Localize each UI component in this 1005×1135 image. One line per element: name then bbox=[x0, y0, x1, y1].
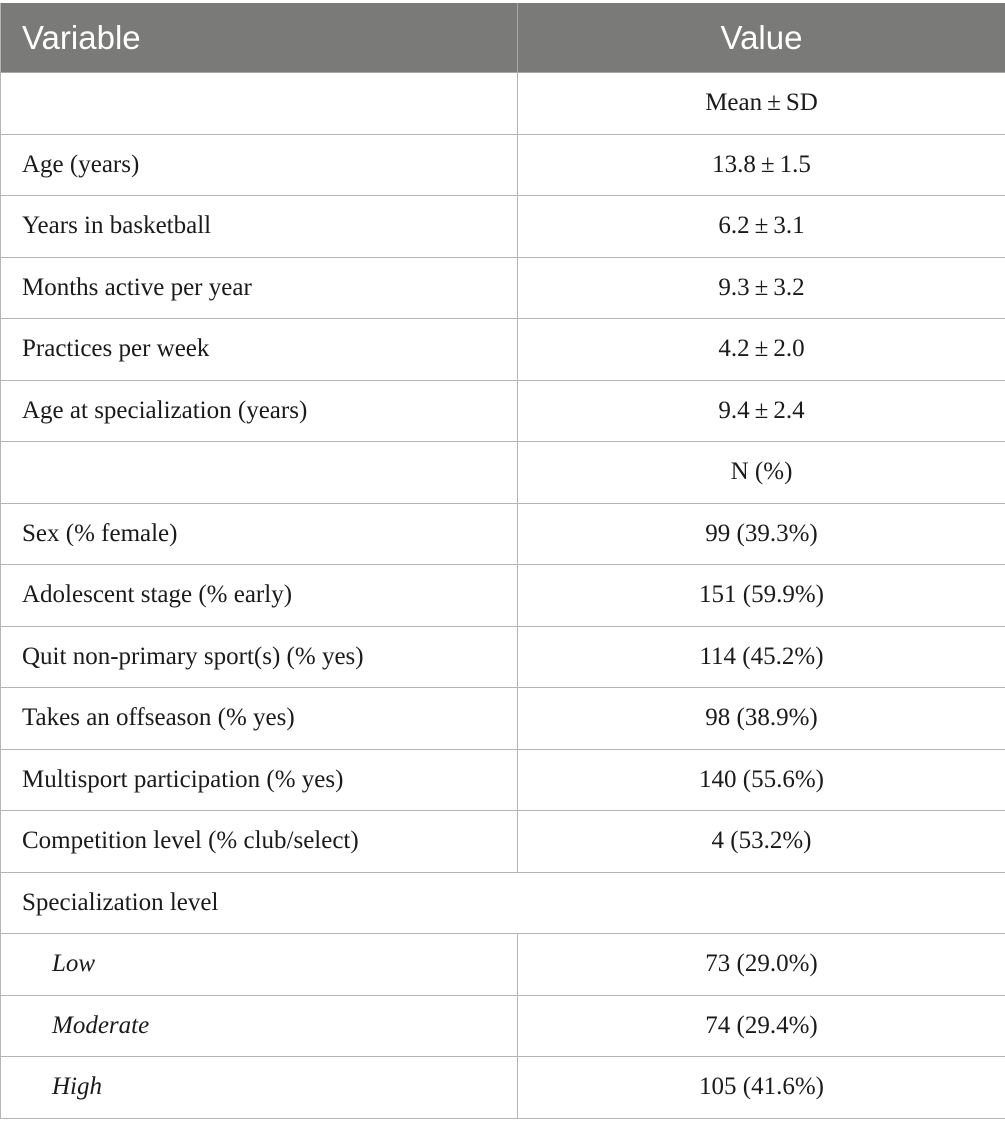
row-variable: Years in basketball bbox=[1, 196, 518, 258]
table-row bbox=[1, 1057, 1005, 1119]
section-row-specialization bbox=[1, 872, 1005, 934]
row-value: 4 (53.2%) bbox=[518, 811, 1005, 873]
section-label-mean-sd: Mean ± SD bbox=[518, 73, 1005, 135]
row-value: 13.8 ± 1.5 bbox=[518, 134, 1005, 196]
row-variable: Age (years) bbox=[1, 134, 518, 196]
row-value: 151 (59.9%) bbox=[518, 565, 1005, 627]
row-variable-sublevel: Low bbox=[1, 934, 518, 996]
section-label-n-percent: N (%) bbox=[518, 442, 1005, 504]
row-value: 9.4 ± 2.4 bbox=[518, 380, 1005, 442]
row-value: 4.2 ± 2.0 bbox=[518, 319, 1005, 381]
table-row bbox=[1, 380, 1005, 442]
row-variable-sublevel: High bbox=[1, 1057, 518, 1119]
row-variable: Quit non-primary sport(s) (% yes) bbox=[1, 626, 518, 688]
row-value: 114 (45.2%) bbox=[518, 626, 1005, 688]
section-label-empty bbox=[1, 442, 518, 504]
row-variable: Practices per week bbox=[1, 319, 518, 381]
section-row-n bbox=[1, 442, 1005, 504]
row-value: 73 (29.0%) bbox=[518, 934, 1005, 996]
table-row bbox=[1, 995, 1005, 1057]
table-row bbox=[1, 319, 1005, 381]
row-value: 105 (41.6%) bbox=[518, 1057, 1005, 1119]
row-variable: Multisport participation (% yes) bbox=[1, 749, 518, 811]
row-value: 99 (39.3%) bbox=[518, 503, 1005, 565]
row-variable: Months active per year bbox=[1, 257, 518, 319]
row-value: 9.3 ± 3.2 bbox=[518, 257, 1005, 319]
row-value: 6.2 ± 3.1 bbox=[518, 196, 1005, 258]
row-variable: Sex (% female) bbox=[1, 503, 518, 565]
row-variable-sublevel: Moderate bbox=[1, 995, 518, 1057]
header-row bbox=[1, 3, 1005, 73]
section-row-mean bbox=[1, 73, 1005, 135]
table-row bbox=[1, 196, 1005, 258]
row-variable: Competition level (% club/select) bbox=[1, 811, 518, 873]
table-header bbox=[1, 3, 1005, 73]
header-variable: Variable bbox=[1, 3, 518, 73]
table-row bbox=[1, 811, 1005, 873]
section-label-empty bbox=[1, 73, 518, 135]
row-value: 98 (38.9%) bbox=[518, 688, 1005, 750]
table-row bbox=[1, 134, 1005, 196]
row-variable: Adolescent stage (% early) bbox=[1, 565, 518, 627]
table-row bbox=[1, 749, 1005, 811]
table-row bbox=[1, 565, 1005, 627]
data-table bbox=[0, 3, 1005, 1119]
table-row bbox=[1, 688, 1005, 750]
table-row bbox=[1, 934, 1005, 996]
specialization-level-label: Specialization level bbox=[1, 872, 1005, 934]
header-value: Value bbox=[518, 3, 1005, 73]
row-variable: Takes an offseason (% yes) bbox=[1, 688, 518, 750]
table-row bbox=[1, 503, 1005, 565]
row-variable: Age at specialization (years) bbox=[1, 380, 518, 442]
table-row bbox=[1, 257, 1005, 319]
row-value: 140 (55.6%) bbox=[518, 749, 1005, 811]
table-body bbox=[1, 73, 1005, 1119]
table-row bbox=[1, 626, 1005, 688]
row-value: 74 (29.4%) bbox=[518, 995, 1005, 1057]
